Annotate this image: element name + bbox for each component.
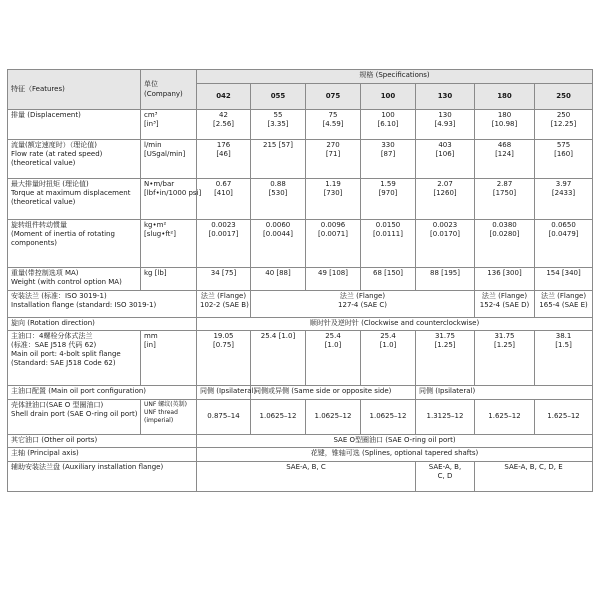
value-cell [361, 220, 416, 268]
value-cell-line: [106] [435, 150, 455, 159]
feature-label-line: (Standard: SAE J518 Code 62) [11, 359, 116, 368]
feature-label-line: 主油口配置 (Main oil port configuration) [11, 387, 147, 395]
feature-label-line: Torque at maximum displacement [11, 189, 131, 198]
feature-label-line: 主轴 (Principal axis) [11, 449, 79, 457]
flange-group-line: 165-4 (SAE E) [539, 301, 588, 310]
feature-label [8, 291, 197, 318]
value-cell-line: 0.0380 [492, 221, 517, 229]
value-cell [361, 110, 416, 140]
unit-cell-line: UNF 螺纹(英制) [144, 401, 187, 408]
feature-label [8, 318, 197, 331]
value-cell-line: [1.0] [324, 341, 342, 350]
feature-label-line: 重量(带控制选项 MA) [11, 269, 79, 277]
unit-cell-line: (imperial) [144, 416, 174, 424]
value-cell-line: 42 [219, 111, 228, 119]
config-group-line: 同侧或异侧 (Same side or opposite side) [254, 387, 392, 395]
value-cell [306, 110, 361, 140]
unit-cell-line: [lbf•in/1000 psi] [144, 189, 202, 198]
axis-row [8, 448, 593, 462]
unit-cell-line: [slug•ft²] [144, 230, 176, 239]
header-row [8, 70, 593, 84]
value-cell-line: 0.0650 [551, 221, 576, 229]
features-header [8, 70, 141, 110]
value-cell-line: 0.0023 [432, 221, 458, 229]
value-cell [197, 140, 251, 179]
unit-cell-line: N•m/bar [144, 180, 175, 188]
unit-cell [141, 179, 202, 220]
value-cell-line: 0.875–14 [207, 412, 240, 421]
unit-cell [141, 220, 197, 268]
feature-label [8, 110, 141, 140]
value-cell [251, 179, 306, 220]
value-cell-line: [2433] [551, 189, 576, 198]
value-cell [475, 268, 535, 291]
value-cell-line: [3.35] [267, 120, 289, 129]
value-cell-line: [1.0] [379, 341, 397, 350]
value-cell-line: 19.05 [213, 332, 234, 340]
unit-header [141, 70, 197, 110]
flange-group [535, 291, 593, 318]
feature-label-line: (标准：SAE J518 代码 62) [11, 341, 97, 350]
value-cell [361, 140, 416, 179]
feature-label [8, 386, 197, 400]
value-cell [197, 268, 251, 291]
value-cell-line: [46] [216, 150, 231, 159]
value-cell-line: [0.0071] [318, 230, 348, 239]
unit-cell-line: l/min [144, 141, 162, 149]
feature-label-line: 旋转组件转动惯量 [11, 221, 67, 229]
flange-group [197, 291, 251, 318]
size-header-130-line: 130 [437, 91, 453, 100]
axis-value-line: 花键，锥轴可选 (Splines, optional tapered shafts) [310, 449, 479, 457]
size-header-042 [197, 84, 251, 110]
feature-label-line: (theoretical value) [11, 198, 76, 207]
flange-group-line: 102-2 (SAE B) [200, 301, 249, 310]
value-cell [197, 400, 251, 435]
value-cell-line: 1.625–12 [547, 412, 580, 421]
value-cell-line: [530] [268, 189, 288, 198]
value-cell [306, 220, 361, 268]
aux-group-line: SAE-A, B, [428, 463, 462, 471]
value-cell-line: 1.625–12 [488, 412, 521, 421]
value-cell-line: [1750] [492, 189, 517, 198]
value-cell-line: 55 [273, 111, 283, 119]
feature-label-line: 旋向 (Rotation direction) [11, 319, 95, 327]
flange-group-line: 法兰 (Flange) [339, 292, 386, 300]
other-ports-value-line: SAE O型圈油口 (SAE O-ring oil port) [333, 436, 456, 444]
config-group [197, 386, 257, 400]
value-cell-line: [410] [214, 189, 233, 198]
size-header-100 [361, 84, 416, 110]
aux-group [197, 462, 416, 492]
value-cell-line: 2.87 [496, 180, 513, 188]
value-cell [416, 179, 475, 220]
other-ports-value [197, 435, 593, 448]
value-cell [475, 400, 535, 435]
flange-row [8, 291, 593, 318]
flange-group [251, 291, 475, 318]
spec-header [197, 70, 593, 84]
flange-group-line: 127-4 (SAE C) [338, 301, 387, 310]
value-cell [306, 400, 361, 435]
value-cell-line: 49 [108] [318, 269, 348, 277]
size-header-180-line: 180 [497, 91, 512, 100]
config-group-line: 同侧 (Ipsilateral) [200, 387, 257, 395]
flange-group-line: 法兰 (Flange) [540, 292, 587, 300]
value-cell [416, 268, 475, 291]
unit-cell-line: cm³ [144, 111, 158, 119]
feature-label-line: 安装法兰 (标准：ISO 3019-1) [11, 292, 107, 300]
value-cell-line: [1.25] [434, 341, 456, 350]
value-cell [251, 140, 306, 179]
value-cell [251, 331, 306, 386]
value-cell-line: 1.19 [325, 180, 341, 188]
spec-header-line: 规格 (Specifications) [359, 71, 430, 79]
size-header-075-line: 075 [325, 91, 341, 100]
value-cell-line: 75 [328, 111, 338, 119]
value-cell-line: [0.0280] [489, 230, 520, 239]
value-cell-line: 0.0023 [211, 221, 236, 229]
size-header-180 [475, 84, 535, 110]
value-cell-line: 2.07 [437, 180, 453, 188]
value-cell-line: [1.5] [555, 341, 572, 350]
config-group [251, 386, 416, 400]
specification-table [7, 69, 593, 492]
value-cell [251, 400, 306, 435]
value-cell [416, 220, 475, 268]
value-cell [361, 331, 416, 386]
flange-group [475, 291, 535, 318]
value-cell-line: 250 [556, 111, 571, 119]
feature-label-line: 流量(额定速度时）（理论值) [11, 141, 97, 149]
value-cell [306, 140, 361, 179]
value-cell-line: [970] [378, 189, 398, 198]
unit-cell [141, 268, 197, 291]
value-cell-line: [124] [495, 150, 514, 159]
value-cell-line: 34 [75] [210, 269, 237, 277]
unit-cell-line: kg•m² [144, 221, 167, 229]
value-cell-line: 1.3125–12 [426, 412, 464, 421]
unit-cell-line: [in³] [144, 120, 159, 129]
value-cell-line: 180 [497, 111, 512, 119]
feature-label-line: Weight (with control option MA) [11, 278, 122, 287]
feature-label-line: 辅助安装法兰盘 (Auxiliary installation flange) [11, 463, 164, 471]
value-cell [416, 140, 475, 179]
value-cell-line: 40 [88] [265, 269, 291, 277]
value-cell-line: [12.25] [550, 120, 577, 129]
value-cell [306, 179, 361, 220]
flange-group-line: 法兰 (Flange) [481, 292, 528, 300]
feature-label [8, 179, 141, 220]
unit-cell-line: mm [144, 332, 158, 340]
value-cell-line: 88 [195] [430, 269, 460, 277]
feature-label-line: Shell drain port (SAE O-ring oil port) [11, 410, 138, 419]
value-cell-line: 176 [216, 141, 231, 149]
value-cell-line: 25.4 [380, 332, 396, 340]
value-cell-line: [0.0479] [548, 230, 579, 239]
features-header-line: 特征（Features) [11, 84, 65, 93]
value-cell-line: 25.4 [1.0] [260, 332, 296, 340]
value-cell [306, 268, 361, 291]
value-cell-line: 100 [381, 111, 395, 119]
aux-group-line: SAE-A, B, C [286, 463, 326, 471]
unit-cell-line: [in] [144, 341, 156, 350]
config-group-line: 同侧 (Ipsilateral) [419, 387, 476, 395]
feature-label-line: (Moment of inertia of rotating [11, 230, 115, 239]
feature-label-line: Flow rate (at rated speed) [11, 150, 103, 159]
aux-group-line: SAE-A, B, C, D, E [504, 463, 563, 471]
feature-label-line: components) [11, 239, 57, 248]
unit-cell [141, 400, 197, 435]
value-cell-line: 0.67 [215, 180, 232, 188]
value-cell-line: [0.0044] [263, 230, 293, 239]
value-cell-line: [0.0111] [373, 230, 403, 239]
size-header-100-line: 100 [380, 91, 396, 100]
flange-group-line: 152-4 (SAE D) [479, 301, 530, 310]
value-cell-line: 31.75 [434, 332, 456, 340]
other-ports-row [8, 435, 593, 448]
value-cell-line: [160] [554, 150, 573, 159]
value-cell-line: 25.4 [325, 332, 341, 340]
unit-cell-line: kg [lb] [144, 269, 167, 277]
value-cell-line: 3.97 [555, 180, 572, 188]
value-cell-line: [6.10] [377, 120, 399, 129]
value-cell [535, 110, 593, 140]
feature-label-line: 排量 (Displacement) [11, 111, 81, 119]
value-cell-line: 31.75 [494, 332, 515, 340]
drain-row [8, 400, 593, 435]
size-header-042-line: 042 [216, 91, 231, 100]
value-cell [535, 400, 593, 435]
value-cell-line: [1260] [433, 189, 457, 198]
value-cell-line: 468 [497, 141, 512, 149]
value-cell [535, 179, 593, 220]
spec-row [8, 220, 593, 268]
value-cell [475, 179, 535, 220]
feature-label-line: Installation flange (standard: ISO 3019-1) [11, 301, 157, 310]
config-row [8, 386, 593, 400]
value-cell-line: 0.88 [270, 180, 286, 188]
feature-label-line: 主油口：4螺栓分体式法兰 [11, 332, 93, 340]
feature-label [8, 140, 141, 179]
size-header-055-line: 055 [270, 91, 286, 100]
value-cell [197, 110, 251, 140]
value-cell-line: 575 [556, 141, 571, 149]
value-cell [416, 331, 475, 386]
unit-header-line: (Company) [144, 89, 183, 98]
rotation-value-line: 顺时针及逆时针 (Clockwise and counterclockwise) [309, 319, 480, 327]
rotation-row [8, 318, 593, 331]
value-cell [535, 268, 593, 291]
feature-label [8, 268, 141, 291]
value-cell-line: [71] [325, 150, 341, 159]
aux-group [416, 462, 475, 492]
value-cell-line: 1.0625–12 [259, 412, 297, 421]
value-cell-line: 0.0096 [320, 221, 346, 229]
value-cell-line: 130 [438, 111, 452, 119]
value-cell-line: 136 [300] [487, 269, 522, 277]
rotation-value [197, 318, 593, 331]
aux-flange-row [8, 462, 593, 492]
unit-cell [141, 110, 197, 140]
value-cell-line: 1.0625–12 [369, 412, 407, 421]
oilport-row [8, 331, 593, 386]
value-cell-line: [0.0017] [208, 230, 239, 239]
flange-group-line: 法兰 (Flange) [200, 292, 247, 300]
value-cell [535, 220, 593, 268]
value-cell [535, 331, 593, 386]
feature-label [8, 462, 197, 492]
value-cell-line: 215 [57] [263, 141, 293, 149]
unit-cell [141, 140, 197, 179]
value-cell-line: 403 [438, 141, 452, 149]
value-cell-line: 1.59 [380, 180, 396, 188]
value-cell [361, 400, 416, 435]
value-cell [361, 179, 416, 220]
feature-label-line: 最大排量时扭矩 (理论值) [11, 180, 89, 188]
config-group [416, 386, 593, 400]
value-cell-line: [730] [323, 189, 343, 198]
value-cell-line: [10.98] [491, 120, 518, 129]
value-cell [361, 268, 416, 291]
value-cell-line: 0.0060 [265, 221, 291, 229]
size-header-075 [306, 84, 361, 110]
unit-cell [141, 331, 197, 386]
value-cell [197, 331, 251, 386]
value-cell-line: [0.75] [212, 341, 235, 350]
spec-row [8, 179, 593, 220]
feature-label [8, 448, 197, 462]
value-cell-line: 330 [381, 141, 395, 149]
value-cell [251, 220, 306, 268]
value-cell [535, 140, 593, 179]
axis-value [197, 448, 593, 462]
value-cell [197, 220, 251, 268]
value-cell-line: [1.25] [493, 341, 516, 350]
size-header-250 [535, 84, 593, 110]
spec-row [8, 268, 593, 291]
value-cell [251, 110, 306, 140]
unit-cell-line: [USgal/min] [144, 150, 186, 159]
size-header-250-line: 250 [556, 91, 571, 100]
feature-label-line: 其它油口 (Other oil ports) [11, 436, 98, 444]
value-cell-line: 154 [340] [546, 269, 581, 277]
feature-label [8, 220, 141, 268]
spec-row [8, 140, 593, 179]
value-cell [475, 331, 535, 386]
value-cell-line: [0.0170] [430, 230, 460, 239]
unit-cell-line: UNF thread [144, 408, 178, 416]
feature-label [8, 400, 141, 435]
value-cell [197, 179, 251, 220]
aux-group-line: C, D [437, 472, 453, 481]
aux-group [475, 462, 593, 492]
spec-row [8, 110, 593, 140]
value-cell [416, 400, 475, 435]
value-cell-line: 270 [326, 141, 340, 149]
value-cell [475, 110, 535, 140]
value-cell-line: 68 [150] [373, 269, 403, 277]
value-cell [306, 331, 361, 386]
unit-header-line: 单位 [144, 80, 158, 89]
feature-label [8, 331, 141, 386]
value-cell-line: [4.93] [434, 120, 456, 129]
value-cell-line: 38.1 [555, 332, 572, 340]
value-cell-line: [2.56] [212, 120, 235, 129]
value-cell [416, 110, 475, 140]
value-cell-line: 1.0625–12 [314, 412, 352, 421]
feature-label [8, 435, 197, 448]
value-cell [251, 268, 306, 291]
feature-label-line: (theoretical value) [11, 159, 76, 168]
size-header-130 [416, 84, 475, 110]
size-header-055 [251, 84, 306, 110]
feature-label-line: Main oil port: 4-bolt split flange [11, 350, 121, 359]
value-cell [475, 220, 535, 268]
value-cell [475, 140, 535, 179]
feature-label-line: 壳体泄油口(SAE O 型圈油口) [11, 401, 104, 409]
value-cell-line: 0.0150 [375, 221, 401, 229]
value-cell-line: [87] [380, 150, 396, 159]
value-cell-line: [4.59] [322, 120, 344, 129]
